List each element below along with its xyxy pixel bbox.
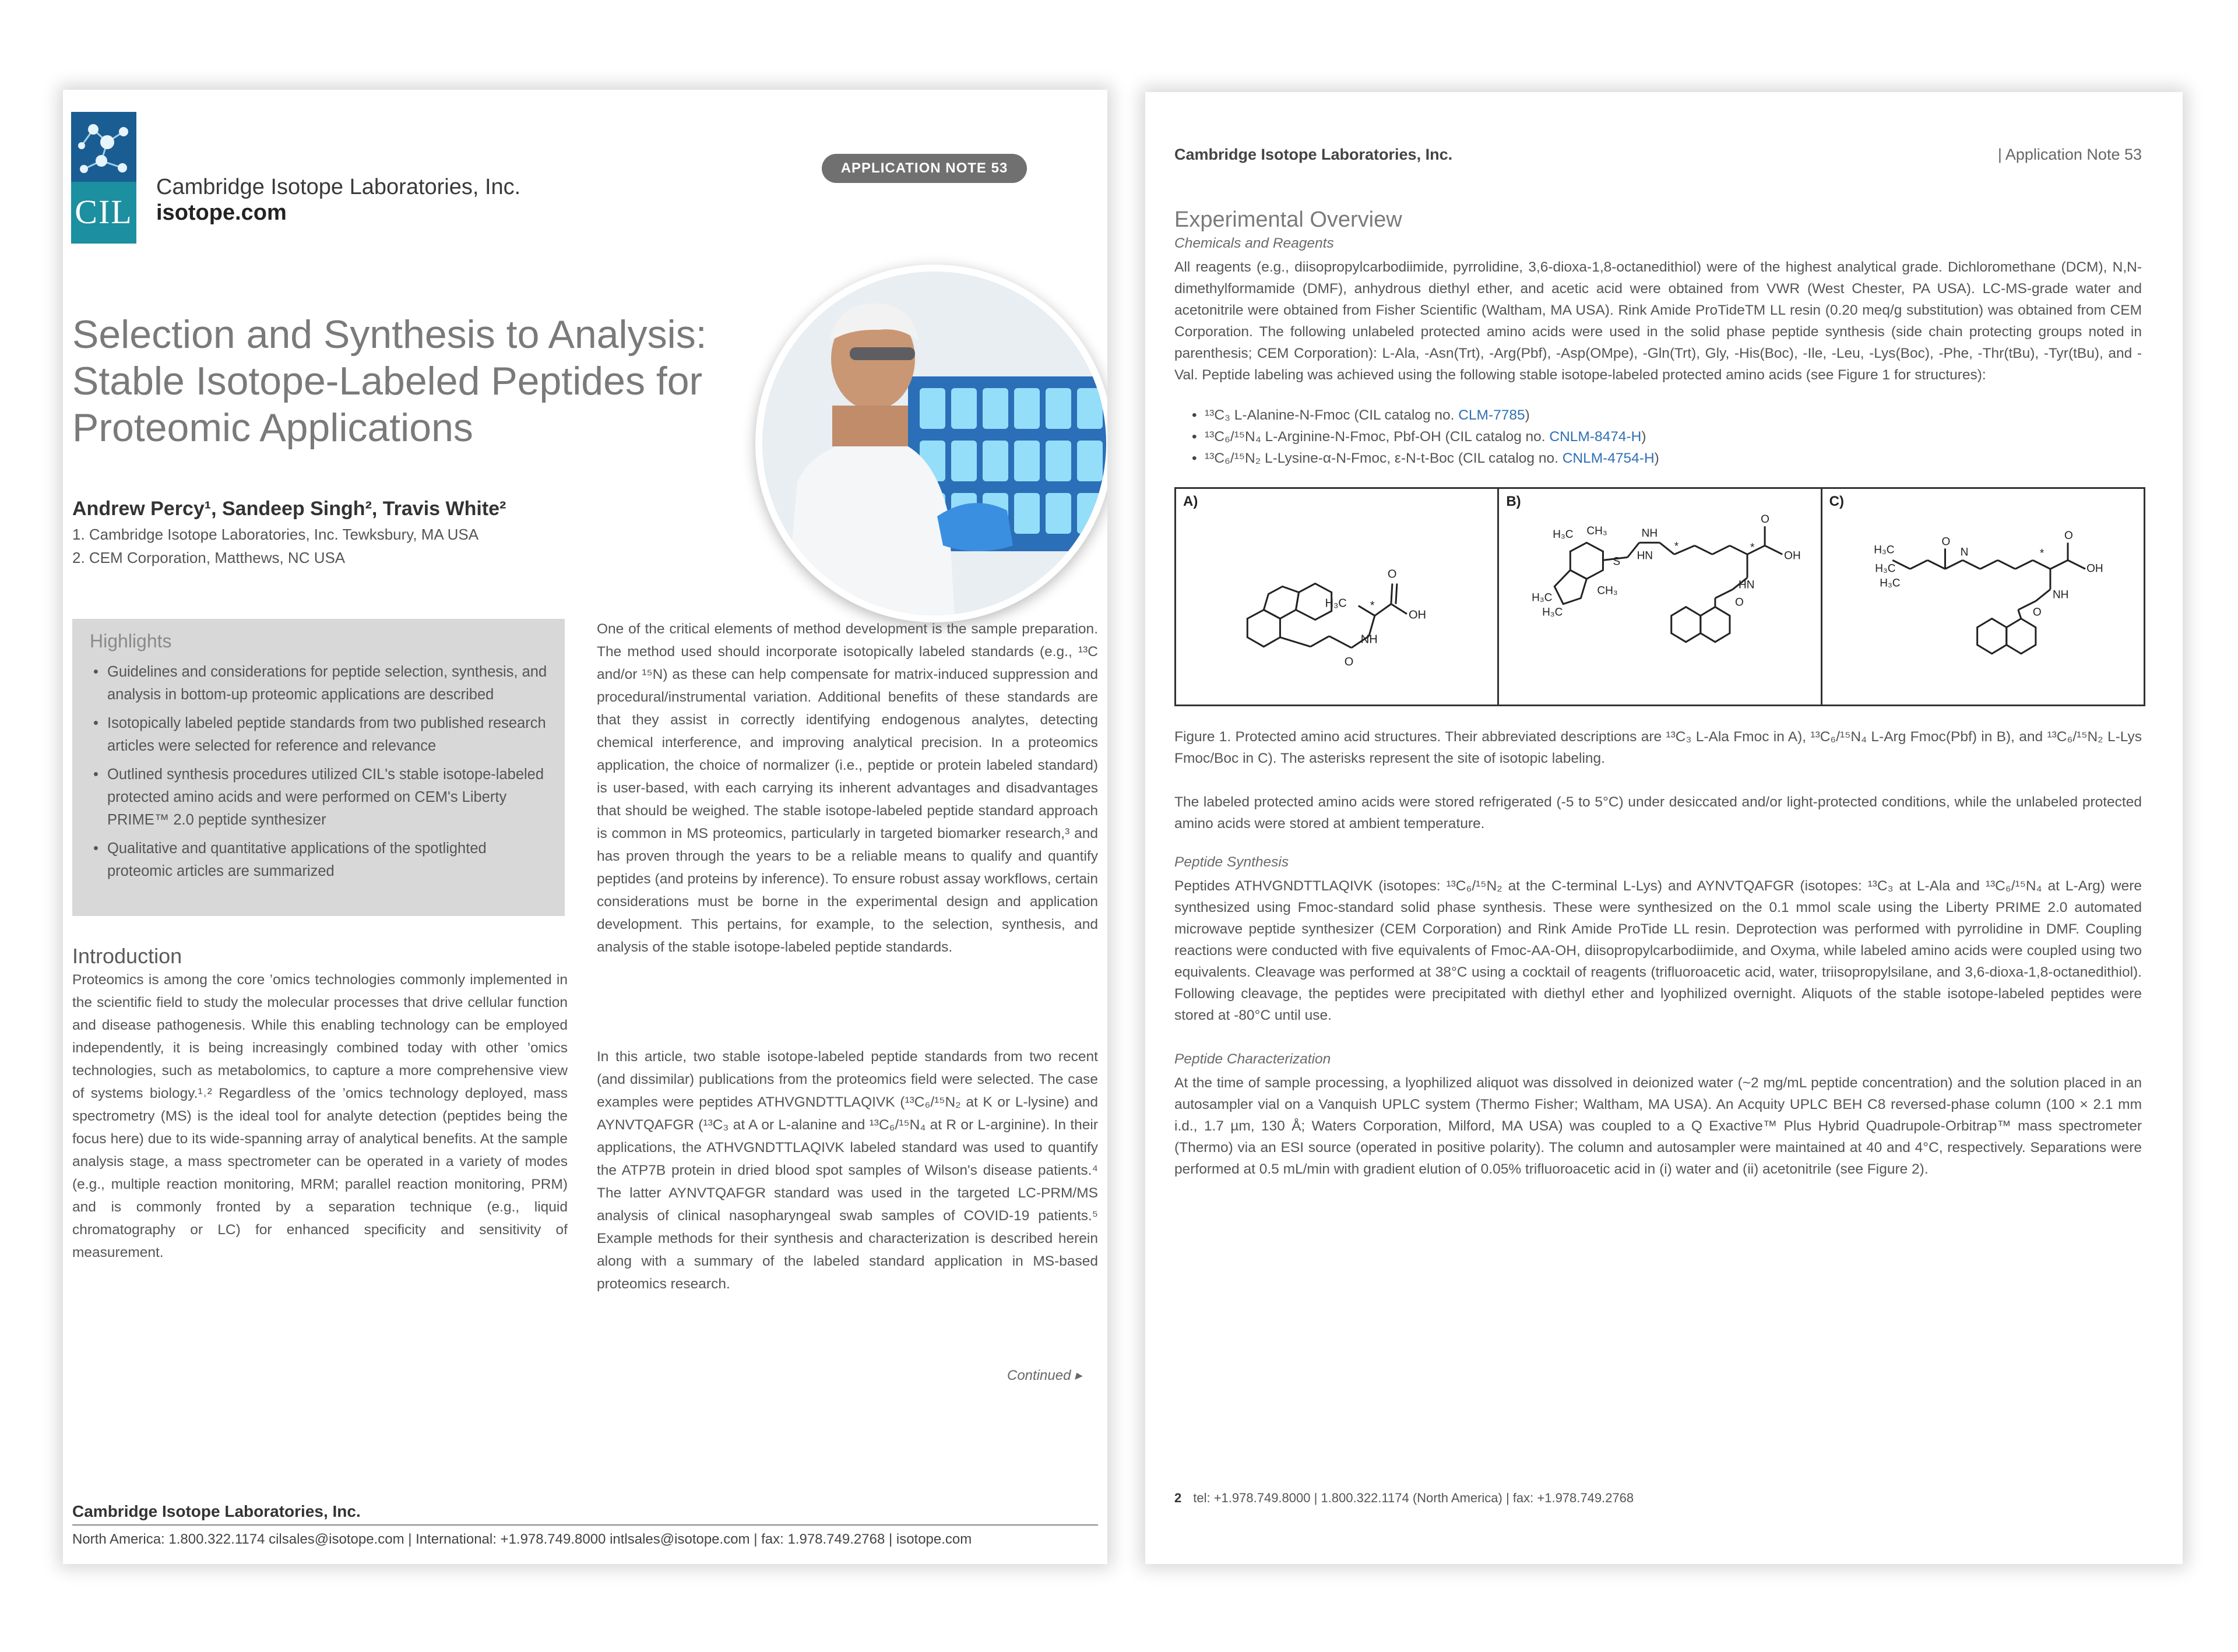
synthesis-text: Peptides ATHVGNDTTLAQIVK (isotopes: ¹³C₆/¹⁵N₂ at the C-terminal L-Lys) and AYNVTQAFGR (isotopes: ¹³C₃ at L-Ala and ¹³C₆/¹⁵N₄ at L-Arg) were synthesized using Fmoc-standard solid phase synthesis. These were synthesized on the 0.1 mmol scale using the Liberty PRIME 2.0 automated microwave peptide synthesizer (CEM Corporation) and Rink Amide ProTide LL resin. Deprotection was performed with pyrrolidine in DMF. Coupling reactions were conducted with five equivalents of Fmoc-AA-OH, diisopropylcarbodiimide, and Oxyma, while labeled amino acids were coupled using two equivalents. Cleavage was performed at 38°C using a cocktail of reagents (trifluoroacetic acid, water, triisopropylsilane, and 3,6-dioxa-1,8-octanedithiol). Following cleavage, the peptides were precipitated with diethyl ether and lyophilized overnight. Aliquots of the stable isotope-labeled peptides were stored at -80°C until use. [1174, 878, 2142, 1023]
document-page-1 [63, 90, 1107, 1564]
svg-text:H₃C: H₃C [1542, 606, 1563, 619]
application-note-badge: APPLICATION NOTE 53 [822, 154, 1027, 183]
title-line: Selection and Synthesis to Analysis: [72, 312, 707, 357]
company-name: Cambridge Isotope Laboratories, Inc. [156, 175, 521, 199]
svg-text:S: S [1613, 555, 1621, 568]
characterization-subheading: Peptide Characterization [1174, 1051, 1331, 1067]
body-paragraph: One of the critical elements of method development is the sample preparation. The method used should incorporate isotopically labeled standards (e.g., ¹³C and/or ¹⁵N) as these can help compensate for matrix-induced suppression and procedural/instrumental variation. Additional benefits of these standards are that they assist in correctly identifying endogenous analytes, detecting chemical interference, and improving analytical precision. In a proteomics application, the choice of normalizer (i.e., peptide or protein labeled standard) is user-based, with each carrying its inherent advantages and disadvantages that should be weighed. The stable isotope-labeled peptide standard approach is common in MS proteomics, particularly in targeted biomarker research,³ and has proven through the years to be a reliable means to qualify and quantify peptides (and proteins by inference). To ensure robust assay workflows, certain considerations must be borne in the experimental design and application development. This pertains, for example, to the selection, synthesis, and analysis of the stable isotope-labeled peptide standards. [597, 621, 1098, 955]
svg-text:O: O [2032, 606, 2042, 619]
title-line: Proteomic Applications [72, 406, 473, 450]
panel-label: C) [1829, 494, 1844, 509]
characterization-text: At the time of sample processing, a lyophilized aliquot was dissolved in deionized water (~2 mg/mL peptide concentration) and the solution placed in an autosampler vial on a Vanquish UPLC system (Thermo Fisher; Waltham, MA USA). An Acquity UPLC BEH C8 reversed-phase column (100 × 2.1 mm i.d., 1.7 µm, 130 Å; Waters Corporation, Milford, MA USA) was coupled to a Q Exactive™ Plus Hybrid Quadrupole-Orbitrap™ mass spectrometer (Thermo) via an ESI source (operated in positive polarity). The column and autosampler were maintained at 40 and 4°C, respectively. Separations were performed at 0.5 mL/min with gradient elution of 0.05% trifluoroacetic acid in (i) water and (ii) acetonitrile (see Figure 2). [1174, 1075, 2142, 1177]
svg-text:OH: OH [1408, 608, 1427, 622]
storage-text: The labeled protected amino acids were stored refrigerated (-5 to 5°C) under desiccated and/or light-protected conditions, while the unlabeled protected amino acids were stored at ambient temperature. [1174, 794, 2142, 832]
list-item: • Qualitative and quantitative applications of the spotlighted proteomic articles are summarized [90, 837, 550, 883]
continued-link[interactable]: Continued ▸ [1007, 1368, 1082, 1383]
svg-text:O: O [1387, 568, 1397, 581]
highlights-box [72, 619, 565, 916]
figure-1 [1174, 487, 2145, 706]
section-title: Experimental Overview [1174, 207, 1402, 232]
svg-text:*: * [1750, 541, 1755, 554]
svg-text:NH: NH [1360, 633, 1378, 646]
svg-text:CH₃: CH₃ [1586, 525, 1607, 538]
catalog-link[interactable]: CNLM-8474-H [1549, 429, 1642, 445]
reagent-close: ) [1654, 450, 1659, 466]
list-item: • Guidelines and considerations for peptide selection, synthesis, and analysis in bottom-up proteomic applications are described [90, 661, 550, 706]
panel-label: A) [1183, 494, 1198, 509]
svg-text:NH: NH [2052, 589, 2069, 601]
svg-text:H₃C: H₃C [1873, 544, 1895, 556]
scientist-photo [755, 265, 1107, 622]
chemicals-text: All reagents (e.g., diisopropylcarbodiimide, pyrrolidine, 3,6-dioxa-1,8-octanedithiol) were of the highest analytical grade. Dichloromethane (DCM), N,N-dimethylformamide (DMF), anhydrous diethyl ether, and acetic acid were obtained from VWR (West Chester, PA USA). LC-MS-grade water and acetonitrile were obtained from Fisher Scientific (Waltham, MA USA). Rink Amide ProTideTM LL resin (0.20 meq/g substitution) was obtained from CEM Corporation. The following unlabeled protected amino acids were used in the solid phase peptide synthesis (side chain protecting groups noted in parenthesis; CEM Corporation): L-Ala, -Asn(Trt), -Arg(Pbf), -Asp(OMpe), -Gln(Trt), Gly, -His(Boc), -Ile, -Leu, -Lys(Boc), -Phe, -Thr(tBu), -Tyr(tBu), and -Val. Peptide labeling was achieved using the following stable isotope-labeled protected amino acids (see Figure 1 for structures): [1174, 259, 2142, 383]
reagent-list [1174, 404, 2142, 469]
svg-text:CH₃: CH₃ [1597, 584, 1618, 597]
reagent-text: ¹³C₆/¹⁵N₄ L-Arginine-N-Fmoc, Pbf-OH (CIL catalog no. [1205, 429, 1550, 445]
reagent-text: ¹³C₃ L-Alanine-N-Fmoc (CIL catalog no. [1205, 407, 1459, 423]
molecule-icon [71, 112, 136, 182]
footer-company: Cambridge Isotope Laboratories, Inc. [72, 1502, 361, 1520]
alanine-structure-diagram [1176, 489, 1497, 705]
author-list: Andrew Percy¹, Sandeep Singh², Travis White² [72, 498, 506, 520]
svg-text:O: O [2064, 530, 2073, 543]
svg-text:*: * [1370, 599, 1375, 612]
list-item [1174, 426, 2142, 448]
arginine-structure-diagram [1499, 489, 1820, 705]
lab-scene-illustration [762, 272, 1106, 615]
introduction-text: Proteomics is among the core ’omics technologies commonly implemented in the scientific field to study the molecular processes that drive cellular function and disease pathogenesis. While this enabling technology can be employed independently, it is being increasingly combined today with other ’omics technologies, such as metabolomics, to capture a more comprehensive view of systems biology.¹˒² Regardless of the ’omics technology deployed, mass spectrometry (MS) is the ideal tool for analyte detection (peptides being the focus here) due to its wide-spanning array of analytical benefits. At the sample analysis stage, a mass spectrometer can be operated in a variety of modes (e.g., multiple reaction monitoring, MRM; parallel reaction monitoring, PRM) and is commonly fronted by a separation technique (e.g., liquid chromatography or LC) for enhanced specificity and sensitivity of measurement. [72, 972, 568, 1260]
figure-panel-c [1822, 489, 2144, 705]
lysine-structure-diagram [1822, 489, 2144, 705]
footer-contact: tel: +1.978.749.8000 | 1.800.322.1174 (North America) | fax: +1.978.749.2768 [1193, 1491, 1634, 1505]
page-number: 2 [1174, 1491, 1182, 1505]
body-paragraph: In this article, two stable isotope-labeled peptide standards from two recent (and dissimilar) publications from the proteomics field were selected. The case examples were peptides ATHVGNDTTLAQIVK (¹³C₆/¹⁵N₂ at K or L-lysine) and AYNVTQAFGR (¹³C₃ at A or L-alanine and ¹³C₆/¹⁵N₄ at R or L-arginine). In their applications, the ATHVGNDTTLAQIVK labeled standard was used to quantify the ATP7B protein in dried blood spot samples of Wilson's disease patients.⁴ The latter AYNVTQAFGR standard was used in the targeted LC-PRM/MS analysis of clinical nasopharyngeal swab samples of COVID-19 patients.⁵ Example methods for their synthesis and characterization is described herein along with a summary of the labeled standard application in MS-based proteomics research. [597, 1049, 1098, 1292]
svg-text:*: * [1674, 540, 1679, 553]
logo-text: CIL [75, 193, 133, 231]
list-item [1174, 448, 2142, 469]
list-item: • Isotopically labeled peptide standards from two published research articles were selected for reference and relevance [90, 712, 550, 758]
svg-text:OH: OH [2086, 562, 2103, 575]
svg-text:H₃C: H₃C [1879, 577, 1901, 590]
svg-text:HN: HN [1739, 579, 1755, 591]
chemicals-subheading: Chemicals and Reagents [1174, 235, 1334, 251]
list-item [1174, 404, 2142, 426]
document-page-2 [1145, 92, 2183, 1564]
catalog-link[interactable]: CLM-7785 [1458, 407, 1525, 423]
svg-text:O: O [1344, 655, 1354, 668]
svg-text:O: O [1735, 596, 1744, 609]
panel-label: B) [1506, 494, 1521, 509]
company-url[interactable]: isotope.com [156, 200, 287, 225]
document-title [72, 311, 713, 451]
affiliation: 2. CEM Corporation, Matthews, NC USA [72, 549, 346, 566]
svg-text:O: O [1761, 513, 1770, 526]
svg-text:N: N [1960, 546, 1968, 559]
svg-text:NH: NH [1641, 527, 1658, 540]
svg-text:O: O [1941, 536, 1950, 548]
catalog-link[interactable]: CNLM-4754-H [1562, 450, 1655, 466]
svg-text:H₃C: H₃C [1874, 562, 1896, 575]
title-line: Stable Isotope-Labeled Peptides for [72, 359, 703, 403]
reagent-close: ) [1641, 429, 1646, 445]
svg-text:H₃C: H₃C [1532, 591, 1553, 604]
synthesis-subheading: Peptide Synthesis [1174, 854, 1289, 870]
highlights-list [90, 661, 550, 889]
reagent-text: ¹³C₆/¹⁵N₂ L-Lysine-α-N-Fmoc, ε-N-t-Boc (CIL catalog no. [1205, 450, 1563, 466]
page-footer [1174, 1491, 1634, 1506]
cil-logo [71, 112, 136, 244]
figure-panel-a [1176, 489, 1499, 705]
svg-text:HN: HN [1637, 550, 1653, 562]
svg-text:OH: OH [1784, 550, 1801, 562]
highlights-title: Highlights [90, 630, 172, 651]
figure-panel-b [1499, 489, 1822, 705]
footer-contact: North America: 1.800.322.1174 cilsales@isotope.com | International: +1.978.749.8000 intlsales@isotope.com | fax: 1.978.749.2768 | isotope.com [72, 1531, 972, 1547]
header-app-note: | Application Note 53 [1997, 146, 2142, 163]
figure-caption: Figure 1. Protected amino acid structures. Their abbreviated descriptions are ¹³C₃ L-Ala Fmoc in A), ¹³C₆/¹⁵N₄ L-Arg Fmoc(Pbf) in B), and ¹³C₆/¹⁵N₂ L-Lys Fmoc/Boc in C). The asterisks represent the site of isotopic labeling. [1174, 729, 2142, 766]
introduction-heading: Introduction [72, 944, 182, 968]
list-item: • Outlined synthesis procedures utilized CIL's stable isotope-labeled protected amino acids and were performed on CEM's Liberty PRIME™ 2.0 peptide synthesizer [90, 763, 550, 832]
reagent-close: ) [1525, 407, 1530, 423]
footer-divider [72, 1524, 1098, 1526]
svg-text:H₃C: H₃C [1553, 529, 1574, 541]
svg-text:*: * [2039, 547, 2044, 560]
affiliation: 1. Cambridge Isotope Laboratories, Inc. Tewksbury, MA USA [72, 526, 479, 543]
svg-text:H₃C: H₃C [1325, 597, 1347, 610]
header-company: Cambridge Isotope Laboratories, Inc. [1174, 146, 1453, 163]
